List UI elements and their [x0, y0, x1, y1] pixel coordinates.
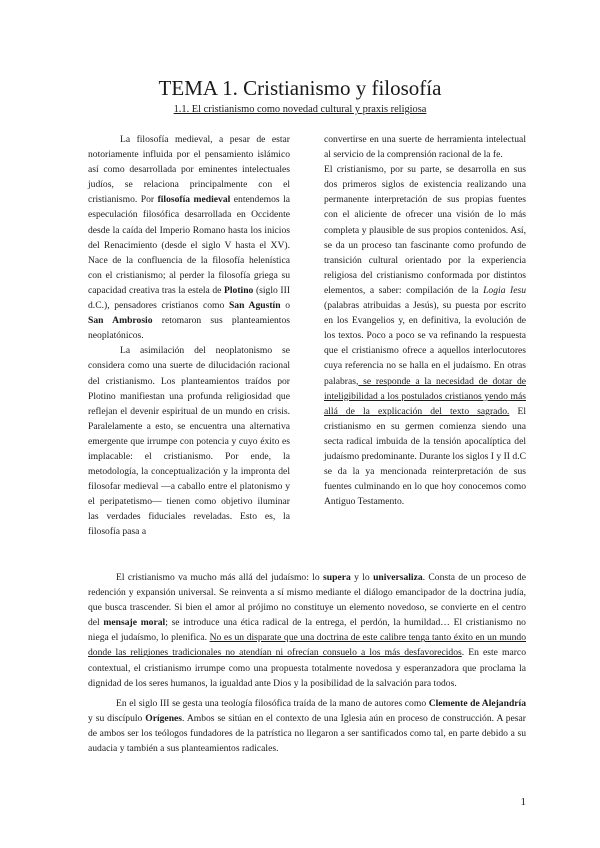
bold-term: supera: [323, 572, 351, 583]
right-column: [324, 132, 526, 554]
full-paragraph-1: [88, 570, 526, 691]
left-paragraph-2: La asimilación del neoplatonismo se considera como una suerte de dilucidación racional del cristianismo. Los planteamientos traídos por Plotino manifiestan una profunda religiosidad que reflejan el devenir espiritual de un mundo en crisis. Paralelamente a esto, se encuentra una alternativa emergente que irrumpe con potencia y cuyo éxito es implacable: el cristianismo. Por ende, la metodología, la conceptualización y la impronta del filosofar medieval —a caballo entre el platonismo y el peripatetismo— tienen como objetivo iluminar las verdades fiduciales reveladas. Esto es, la filosofía pasa a: [88, 345, 290, 538]
text-run: y lo: [350, 572, 374, 583]
full-width-body: [88, 570, 526, 756]
bold-term: Orígenes: [145, 712, 183, 724]
right-paragraph-1: convertirse en una suerte de herramienta intelectual al servicio de la comprensión racional de la fe.: [324, 134, 526, 161]
bold-term: Clemente de Alejandría: [428, 697, 526, 709]
section-subtitle: 1.1. El cristianismo como novedad cultural y praxis religiosa: [173, 104, 427, 115]
italic-term: Logia Iesu: [483, 284, 527, 296]
text-run: (palabras atribuidas a Jesús), su puesta por escrito en los Evangelios y, en definitiva, la evolución de los textos. Poco a poco se va refinando la respuesta que el cristianismo ofrece a aquellos interlocutores cuya referencia no se halla en el judaísmo. En otras palabras,: [324, 300, 526, 387]
text-run: o: [280, 300, 291, 312]
text-run: El cristianismo en su germen comienza siendo una secta radical imbuida de la tensión apocalíptica del judaísmo predominante. Durante los siglos I y II d.C se da la ya mencionada reinterpretación de sus fuentes culminando en lo que hoy conocemos como Antiguo Testamento.: [324, 405, 526, 508]
text-run: El cristianismo va mucho más allá del judaísmo: lo: [116, 572, 324, 583]
bold-term: Plotino: [224, 284, 254, 296]
underlined-text: No es un disparate que una doctrina de este calibre tenga tanto éxito en un mundo donde las religiones tradicionales no atendían ni ofrecían consuelo a los más desfavorecidos: [88, 632, 526, 659]
right-paragraph-2: [324, 162, 526, 509]
bold-term: San Agustín: [228, 300, 281, 312]
text-run: ; se introduce una ética radical de la entrega, el perdón, la humildad… El cristianismo no niega el judaísmo, lo plenifica.: [88, 617, 526, 644]
two-column-body: [88, 132, 526, 554]
text-run: En el siglo III se gesta una teología filosófica traída de la mano de autores como: [116, 697, 429, 709]
full-paragraph-2: [88, 696, 526, 756]
bold-term: universaliza: [373, 572, 423, 583]
text-run: . En este marco contextual, el cristianismo irrumpe como una propuesta totalmente novedosa y esperanzadora que proclama la dignidad de los seres humanos, la igualdad ante Dios y la posibilidad de la salvación para todos.: [88, 647, 526, 689]
left-paragraph-1: [88, 132, 290, 343]
bold-term: mensaje moral: [103, 617, 166, 629]
page-title: TEMA 1. Cristianismo y filosofía: [158, 76, 442, 100]
underlined-text: se responde a la necesidad de dotar de inteligibilidad a los postulados cristianos yendo más allá de la explicación del texto sagrado.: [324, 375, 526, 417]
page-number: 1: [520, 796, 526, 808]
text-run: entendemos la especulación filosófica desarrollada en Occidente desde la caída del Imperio Romano hasta los inicios del Renacimiento (desde el siglo V hasta el XV). Nace de la confluencia de la filosofía helenística con el cristianismo; al perder la filosofía griega su capacidad creativa tras la estela de: [88, 194, 290, 296]
text-run: La filosofía medieval, a pesar de estar notoriamente influida por el pensamiento islámico así como desarrollada por eminentes intelectuales judíos, se relaciona principalmente con el cristianismo. Por: [88, 134, 290, 206]
left-column: [88, 132, 290, 554]
text-run: . Consta de un proceso de redención y expansión universal. Se reinventa a sí mismo mediante el diálogo emancipador de la doctrina judía, que busca trascender. Si bien el amor al prójimo no constituye un elemento novedoso, se convierte en el centro del: [88, 572, 526, 629]
bold-term: filosofía medieval: [157, 194, 231, 206]
text-run: . Ambos se sitúan en el contexto de una Iglesia aún en proceso de construcción. A pesar de ambos ser los teólogos fundadores de la patrística no llegaron a ser santificados como tal, en parte debido a su audacia y también a sus planteamientos radicales.: [88, 712, 526, 755]
text-run: retomaron sus planteamientos neoplatónicos.: [88, 315, 290, 342]
bold-term: San Ambrosio: [88, 315, 153, 327]
text-run: (siglo III d.C.), pensadores cristianos como: [88, 284, 291, 312]
text-run: El cristianismo, por su parte, se desarrolla en sus dos primeros siglos de existencia realizando una permanente interpretación de sus propias fuentes con el aliciente de ofrecer una visión de lo más completa y plausible de sus propios contenidos. Así, se da un proceso tan fascinante como profundo de transición cultural orientado por la experiencia religiosa del cristianismo conformada por distintos elementos, a saber: compilación de la: [324, 164, 526, 296]
text-run: y su discípulo: [88, 712, 146, 724]
